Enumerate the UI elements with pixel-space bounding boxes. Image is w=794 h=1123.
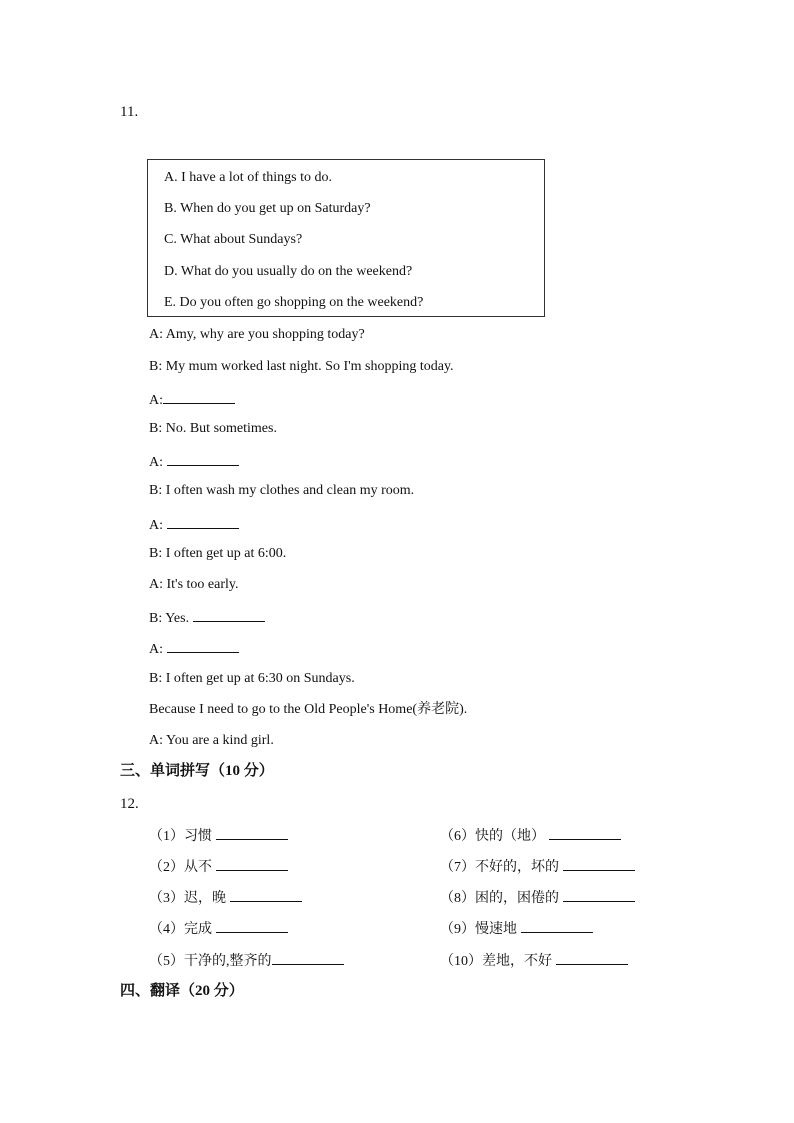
dialogue-line: B: I often get up at 6:30 on Sundays. — [149, 671, 355, 686]
answer-blank[interactable] — [216, 918, 288, 933]
answer-blank[interactable] — [163, 389, 235, 404]
question-number: 11. — [120, 104, 139, 120]
answer-blank[interactable] — [556, 950, 628, 965]
dialogue-line: B: I often get up at 6:00. — [149, 546, 287, 561]
answer-blank[interactable] — [167, 451, 239, 466]
vocab-item: （7）不好的，坏的 — [440, 856, 635, 877]
vocab-item: （5）干净的,整齐的 — [149, 950, 344, 971]
option-d: D. What do you usually do on the weekend? — [164, 264, 413, 279]
vocab-item: （4）完成 — [149, 918, 288, 939]
dialogue-line: Because I need to go to the Old People's Home(养老院). — [149, 702, 468, 717]
vocab-item: （2）从不 — [149, 856, 288, 877]
answer-blank[interactable] — [216, 856, 288, 871]
dialogue-line: B: My mum worked last night. So I'm shopping today. — [149, 359, 454, 374]
section-title: 四、翻译（20 分） — [120, 983, 244, 999]
dialogue-line: A: — [149, 451, 239, 472]
answer-blank[interactable] — [563, 856, 635, 871]
answer-blank[interactable] — [167, 638, 239, 653]
vocab-item: （10）差地，不好 — [440, 950, 628, 971]
vocab-item: （6）快的（地） — [440, 825, 621, 846]
vocab-item: （8）困的，困倦的 — [440, 887, 635, 908]
question-number: 12. — [120, 796, 139, 812]
option-a: A. I have a lot of things to do. — [164, 170, 332, 185]
vocab-item: （1）习惯 — [149, 825, 288, 846]
option-c: C. What about Sundays? — [164, 232, 303, 247]
section-title: 三、单词拼写（10 分） — [120, 763, 274, 779]
answer-blank[interactable] — [230, 887, 302, 902]
answer-blank[interactable] — [216, 825, 288, 840]
dialogue-line: A: Amy, why are you shopping today? — [149, 327, 365, 342]
answer-blank[interactable] — [167, 514, 239, 529]
dialogue-line: B: Yes. — [149, 607, 265, 628]
dialogue-line: A: — [149, 514, 239, 535]
answer-blank[interactable] — [272, 950, 344, 965]
answer-blank[interactable] — [549, 825, 621, 840]
answer-blank[interactable] — [563, 887, 635, 902]
dialogue-line: B: No. But sometimes. — [149, 421, 277, 436]
dialogue-line: A: — [149, 389, 235, 410]
vocab-item: （9）慢速地 — [440, 918, 593, 939]
vocab-item: （3）迟，晚 — [149, 887, 302, 908]
dialogue-line: B: I often wash my clothes and clean my room. — [149, 483, 415, 498]
dialogue-line: A: It's too early. — [149, 577, 239, 592]
dialogue-line: A: — [149, 638, 239, 659]
answer-blank[interactable] — [193, 607, 265, 622]
answer-blank[interactable] — [521, 918, 593, 933]
option-b: B. When do you get up on Saturday? — [164, 201, 371, 216]
dialogue-line: A: You are a kind girl. — [149, 733, 274, 748]
options-box — [147, 159, 545, 317]
option-e: E. Do you often go shopping on the weekend? — [164, 295, 424, 310]
